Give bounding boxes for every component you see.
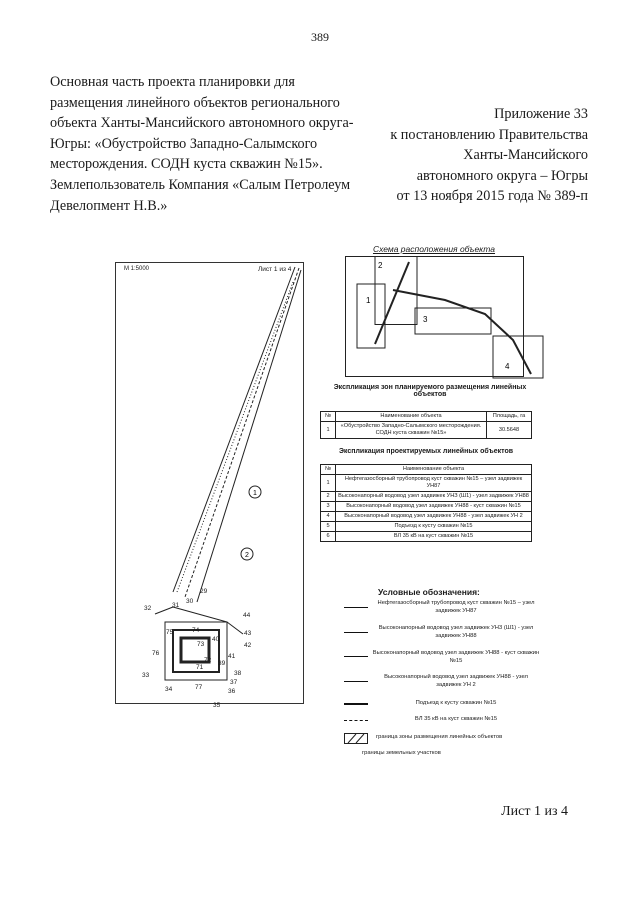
boundary-line — [155, 607, 173, 614]
legend-item: Подъезд к кусту скважин №15 — [415, 700, 497, 706]
table-row — [321, 532, 532, 542]
table-cell: 30.5648 — [487, 422, 532, 439]
scheme-frame — [346, 257, 524, 377]
scheme-zone-label: 2 — [378, 261, 383, 270]
header-left-line: Основная часть проекта планировки для — [50, 74, 295, 90]
point-label: 32 — [144, 605, 152, 612]
corridor-line — [173, 267, 295, 592]
table-cell: ВЛ 35 кВ на куст скважин №15 — [336, 532, 532, 542]
table-cell: 1 — [321, 422, 336, 439]
legend-item: Высоконапорный водовод узел задвижек УН88 - узел задвижек УН 2 — [384, 674, 528, 688]
table-cell: Высоконапорный водовод узел задвижек УНЗ (Ш1) - узел задвижек УН88 — [336, 492, 532, 502]
point-label: 71 — [196, 664, 204, 671]
legend-title: Условные обозначения: — [378, 587, 480, 597]
header-right-block — [288, 104, 588, 207]
point-label: 41 — [228, 653, 236, 660]
legend-item: Высоконапорный водовод узел задвижек УН3 (Ш1) - узел задвижек УН88 — [378, 625, 534, 639]
header-right-line: к постановлению Правительства — [390, 126, 588, 143]
zones-table-title: Экспликация зон планируемого размещения линейных объектов — [333, 384, 527, 398]
table-cell: «Обустройство Западно-Салымского месторождения. СОДН куста скважин №15» — [336, 422, 487, 439]
table-cell: Высоконапорный водовод узел задвижек УН88 - куст скважин №15 — [336, 502, 532, 512]
legend-item: границы земельных участков — [362, 750, 441, 756]
scheme-title: Схема расположения объекта — [372, 244, 496, 254]
legend-item: Нефтегазосборный трубопровод куст скважин №15 – узел задвижек УН87 — [377, 600, 535, 614]
legend-line — [344, 703, 368, 705]
map-sheet-number: Лист 1 из 4 — [258, 266, 292, 273]
objects-table-title: Экспликация проектируемых линейных объектов — [338, 448, 514, 455]
point-label: 35 — [213, 702, 221, 709]
header-left-line: месторождения. СОДН куста скважин №15». — [50, 156, 323, 173]
objects-table — [320, 464, 532, 542]
legend-item: граница зоны размещения линейных объектов — [376, 734, 503, 740]
table-cell: Нефтегазосборный трубопровод куст скважин №15 – узел задвижек УН87 — [336, 475, 532, 492]
circle-marker-label: 2 — [245, 552, 249, 559]
point-label: 44 — [243, 612, 251, 619]
header-right-line: от 13 ноября 2015 года № 389-п — [396, 188, 588, 205]
header-right-line: автономного округа – Югры — [416, 167, 588, 184]
point-label: 42 — [244, 642, 252, 649]
plan-drawing — [115, 262, 303, 704]
legend-item: Высоконапорный водовод узел задвижек УН88 - куст скважин №15 — [372, 650, 540, 664]
boundary-line — [227, 622, 243, 634]
point-label: 40 — [212, 636, 220, 643]
map-scale: М 1:5000 — [124, 266, 150, 272]
table-cell: 6 — [321, 532, 336, 542]
header-left-line: Югры: «Обустройство Западно-Салымского — [50, 135, 318, 152]
point-label: 38 — [234, 670, 242, 677]
point-label: 43 — [244, 630, 252, 637]
scheme-route — [393, 290, 531, 374]
scheme-zone-label: 4 — [505, 362, 510, 371]
point-label: 37 — [230, 679, 238, 686]
point-label: 29 — [200, 588, 208, 595]
circle-marker — [241, 548, 253, 560]
corridor-hatch-line — [177, 282, 293, 592]
header-left-line: размещения линейного объектов регионального — [50, 94, 340, 111]
scheme-zone-label: 1 — [366, 296, 371, 305]
legend-item: ВЛ 35 кВ на куст скважин №15 — [414, 716, 498, 722]
sheet-footer: Лист 1 из 4 — [501, 804, 568, 819]
table-cell: 2 — [321, 492, 336, 502]
legend-line — [344, 656, 368, 657]
table-cell: 1 — [321, 475, 336, 492]
point-label: 33 — [142, 672, 150, 679]
table-cell: Высоконапорный водовод узел задвижек УН88 - узел задвижек УН 2 — [336, 512, 532, 522]
point-label: 76 — [152, 650, 160, 657]
table-cell: 4 — [321, 512, 336, 522]
table-header: № — [321, 465, 336, 475]
point-label: 31 — [172, 602, 180, 609]
point-label: 75 — [166, 629, 174, 636]
point-label: 39 — [218, 660, 226, 667]
scheme-route — [375, 262, 409, 344]
point-label: 36 — [228, 688, 236, 695]
point-label: 72 — [204, 657, 212, 664]
scheme-zone-box — [357, 284, 385, 348]
header-left-line: Землепользователь Компания «Салым Петролеум — [50, 176, 351, 193]
table-row — [321, 475, 532, 492]
table-row — [321, 492, 532, 502]
zones-table — [320, 411, 532, 439]
table-header: № — [321, 412, 336, 422]
point-label: 30 — [186, 598, 194, 605]
page-number: 389 — [311, 30, 329, 44]
legend-line — [344, 632, 368, 633]
table-row — [321, 512, 532, 522]
table-header: Наименование объекта — [336, 465, 532, 475]
table-header: Площадь, га — [487, 412, 532, 422]
point-label: 77 — [195, 684, 203, 691]
legend-line — [344, 607, 368, 608]
table-header: Наименование объекта — [336, 412, 487, 422]
header-left-line: объекта Ханты-Мансийского автономного округа- — [50, 115, 354, 132]
hatch-swatch — [344, 733, 368, 744]
table-cell: 5 — [321, 522, 336, 532]
point-label: 74 — [192, 627, 200, 634]
circle-marker-label: 1 — [253, 490, 257, 497]
scheme-zone-label: 3 — [423, 315, 428, 324]
corridor-hatch-line — [185, 268, 299, 597]
scheme-zone-box — [493, 336, 543, 378]
table-cell: 3 — [321, 502, 336, 512]
scheme-drawing — [345, 256, 545, 380]
circle-marker — [249, 486, 261, 498]
header-right-line: Приложение 33 — [494, 106, 588, 122]
table-row — [321, 502, 532, 512]
header-left-line: Девелопмент Н.В.» — [50, 197, 168, 214]
table-row — [321, 522, 532, 532]
table-cell: Подъезд к кусту скважин №15 — [336, 522, 532, 532]
point-label: 73 — [197, 641, 205, 648]
point-label: 34 — [165, 686, 173, 693]
boundary-line — [173, 607, 227, 622]
table-row — [321, 422, 532, 439]
header-right-line: Ханты-Мансийского — [463, 147, 588, 164]
legend-line — [344, 720, 368, 721]
legend-line — [344, 681, 368, 682]
